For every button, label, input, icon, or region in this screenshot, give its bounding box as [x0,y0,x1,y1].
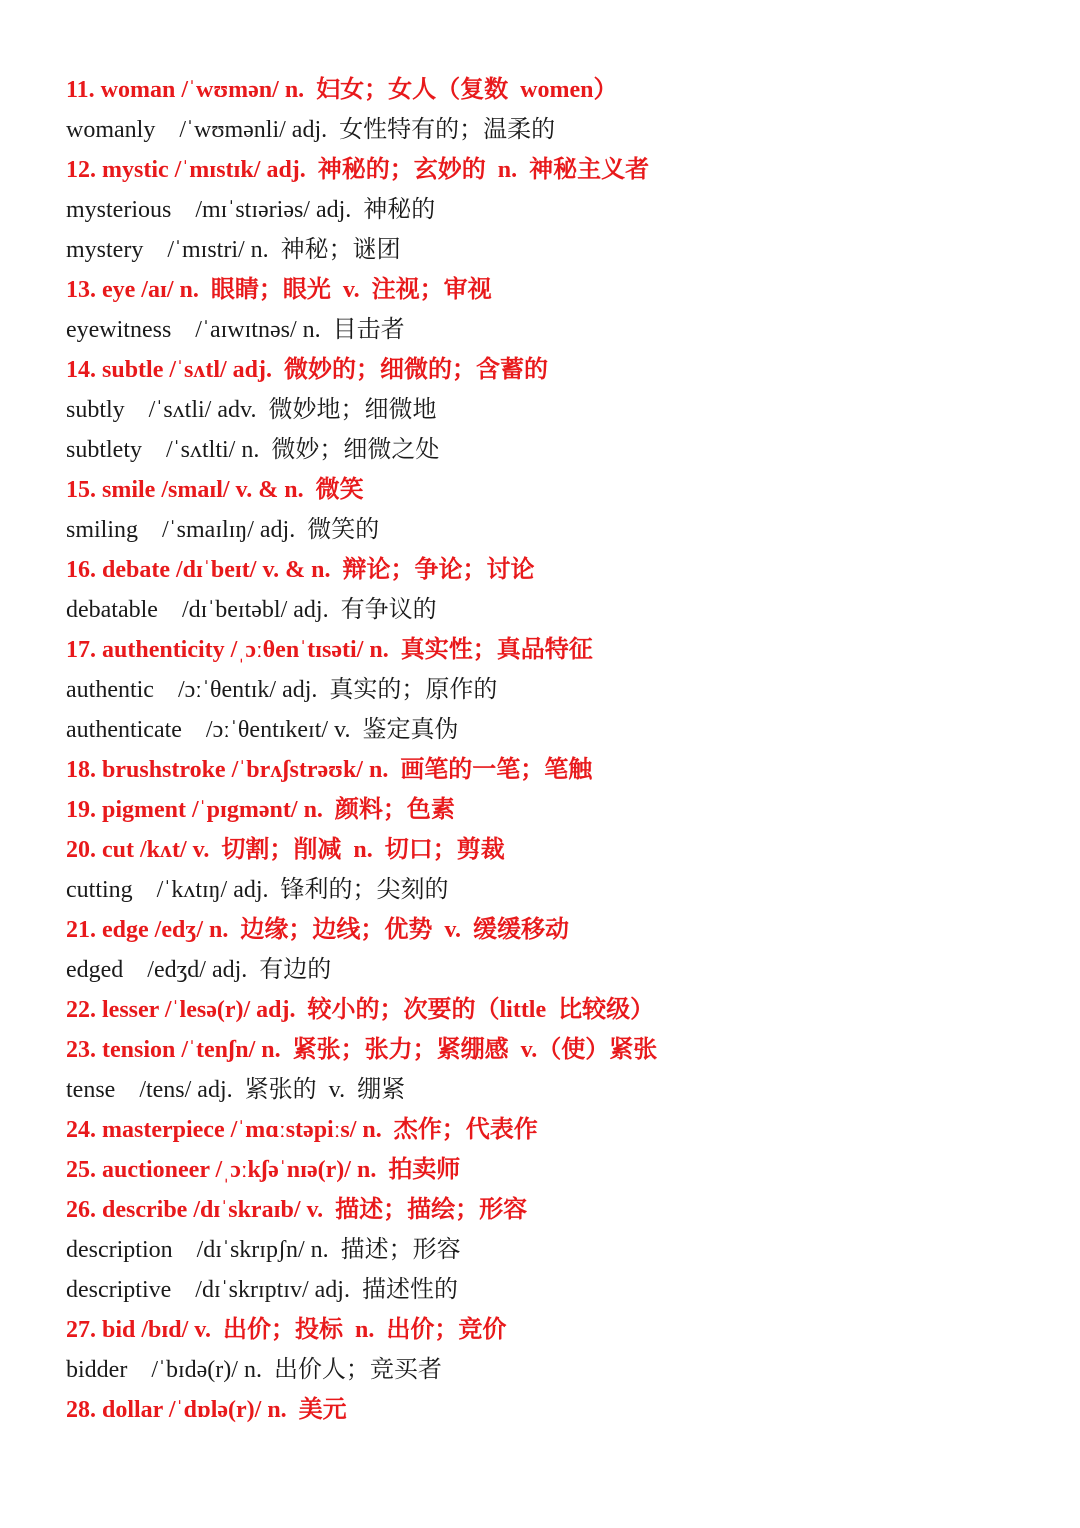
vocab-headword-line: 15. smile /smaɪl/ v. & n. 微笑 [66,477,364,503]
vocab-derivative-line: bidder /ˈbɪdə(r)/ n. 出价人；竞买者 [66,1357,442,1383]
vocab-headword-line: 24. masterpiece /ˈmɑːstəpiːs/ n. 杰作；代表作 [66,1117,538,1143]
vocab-headword-line: 17. authenticity /ˌɔːθenˈtɪsəti/ n. 真实性；真品特征 [66,637,593,663]
vocab-derivative-line: womanly /ˈwʊmənli/ adj. 女性特有的；温柔的 [66,117,556,143]
vocab-headword-line: 16. debate /dɪˈbeɪt/ v. & n. 辩论；争论；讨论 [66,557,535,583]
vocab-headword-line: 11. woman /ˈwʊmən/ n. 妇女；女人（复数 women） [66,77,618,103]
vocab-derivative-line: mystery /ˈmɪstri/ n. 神秘；谜团 [66,237,401,263]
vocabulary-list [66,70,1046,1430]
vocab-derivative-line: subtly /ˈsʌtli/ adv. 微妙地；细微地 [66,397,437,423]
vocab-headword-line: 25. auctioneer /ˌɔːkʃəˈnɪə(r)/ n. 拍卖师 [66,1157,461,1183]
vocab-headword-line: 20. cut /kʌt/ v. 切割；削减 n. 切口；剪裁 [66,837,505,863]
vocab-derivative-line: subtlety /ˈsʌtlti/ n. 微妙；细微之处 [66,437,440,463]
vocab-derivative-line: authenticate /ɔːˈθentɪkeɪt/ v. 鉴定真伪 [66,717,459,743]
vocab-headword-line: 28. dollar /ˈdɒlə(r)/ n. 美元 [66,1397,347,1423]
vocab-headword-line: 23. tension /ˈtenʃn/ n. 紧张；张力；紧绷感 v.（使）紧张 [66,1037,658,1063]
vocab-derivative-line: descriptive /dɪˈskrɪptɪv/ adj. 描述性的 [66,1277,458,1303]
vocab-headword-line: 19. pigment /ˈpɪgmənt/ n. 颜料；色素 [66,797,455,823]
vocab-derivative-line: authentic /ɔːˈθentɪk/ adj. 真实的；原作的 [66,677,498,703]
vocab-headword-line: 22. lesser /ˈlesə(r)/ adj. 较小的；次要的（little 比较级） [66,997,655,1023]
vocab-headword-line: 13. eye /aɪ/ n. 眼睛；眼光 v. 注视；审视 [66,277,492,303]
vocab-derivative-line: debatable /dɪˈbeɪtəbl/ adj. 有争议的 [66,597,437,623]
vocab-derivative-line: eyewitness /ˈaɪwɪtnəs/ n. 目击者 [66,317,405,343]
vocab-headword-line: 21. edge /edʒ/ n. 边缘；边线；优势 v. 缓缓移动 [66,917,570,943]
vocab-headword-line: 26. describe /dɪˈskraɪb/ v. 描述；描绘；形容 [66,1197,528,1223]
vocab-headword-line: 27. bid /bɪd/ v. 出价；投标 n. 出价；竞价 [66,1317,507,1343]
vocab-derivative-line: cutting /ˈkʌtɪŋ/ adj. 锋利的；尖刻的 [66,877,449,903]
vocab-headword-line: 14. subtle /ˈsʌtl/ adj. 微妙的；细微的；含蓄的 [66,357,549,383]
vocab-derivative-line: mysterious /mɪˈstɪəriəs/ adj. 神秘的 [66,197,436,223]
vocab-derivative-line: smiling /ˈsmaɪlɪŋ/ adj. 微笑的 [66,517,380,543]
vocab-headword-line: 12. mystic /ˈmɪstɪk/ adj. 神秘的；玄妙的 n. 神秘主义者 [66,157,650,183]
vocab-derivative-line: tense /tens/ adj. 紧张的 v. 绷紧 [66,1077,406,1103]
vocab-headword-line: 18. brushstroke /ˈbrʌʃstrəʊk/ n. 画笔的一笔；笔触 [66,757,593,783]
vocab-derivative-line: edged /edʒd/ adj. 有边的 [66,957,332,983]
vocab-derivative-line: description /dɪˈskrɪpʃn/ n. 描述；形容 [66,1237,461,1263]
